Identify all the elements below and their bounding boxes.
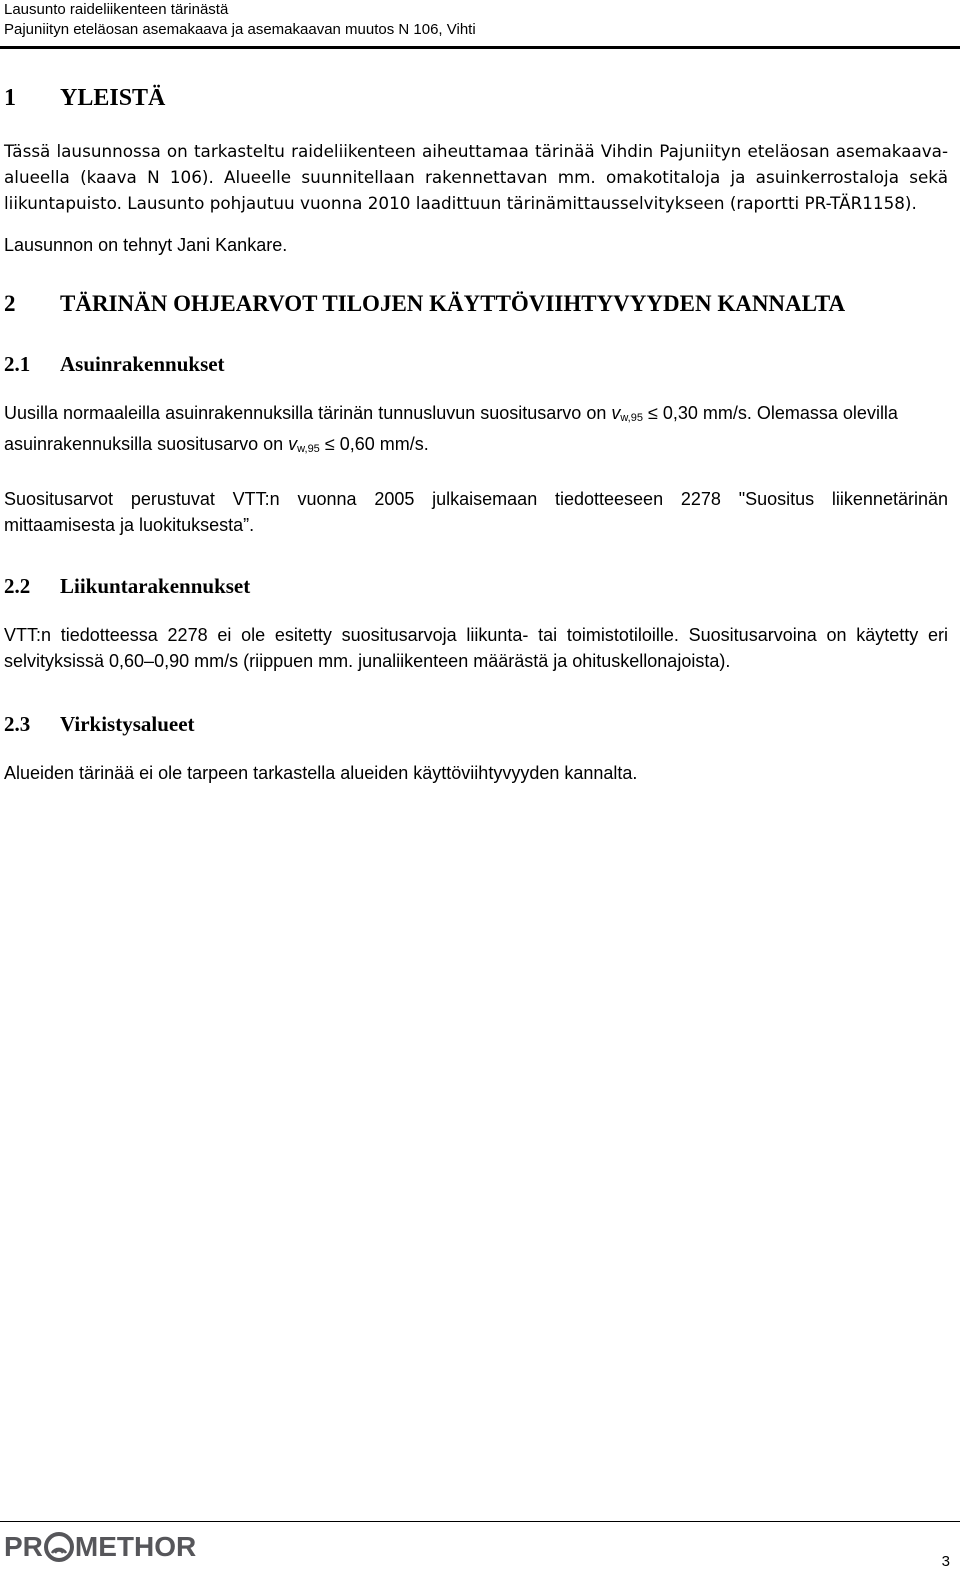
section-number: 1 [4, 85, 16, 111]
text: ≤ 0,30 mm/s. Olemassa olevilla asuinrakennuksilla suositusarvo on [4, 403, 898, 454]
section-1-heading [4, 78, 948, 118]
paragraph: Lausunnon on tehnyt Jani Kankare. [4, 235, 288, 255]
paragraph [4, 400, 948, 462]
text: Uusilla normaaleilla asuinrakennuksilla tärinän tunnusluvun suositusarvo on [4, 403, 612, 423]
paragraph: Tässä lausunnossa on tarkasteltu raideliikenteen aiheuttamaa tärinää Vihdin Pajuniityn eteläosan asemakaava-alueella (kaava N 106). Alueelle suunnitellaan rakennettavan mm. omakotitaloja ja asuinkerrostaloja sekä liikuntapuisto. Lausunto pohjautuu vuonna 2010 laadittuun tärinämittausselvitykseen (raportti PR-TÄR1158). [4, 141, 948, 213]
paragraph: Suositusarvot perustuvat VTT:n vuonna 2005 julkaisemaan tiedotteeseen 2278 "Suositus liikennetärinän mittaamisesta ja luokituksesta”. [4, 489, 948, 535]
section-number: 2.1 [4, 352, 31, 376]
section-2-2-heading [4, 570, 948, 602]
symbol-v: v [611, 403, 621, 423]
section-number: 2.3 [4, 712, 31, 736]
section-2-1-heading [4, 348, 948, 380]
promethor-logo [4, 1531, 196, 1563]
section-number: 2 [4, 291, 16, 316]
section-2-heading [4, 284, 948, 324]
symbol-v: v [288, 434, 298, 454]
section-title: Asuinrakennukset [60, 352, 225, 376]
subscript: w,95 [297, 443, 320, 455]
footer-rule [0, 1521, 960, 1522]
promethor-o-logo-icon [44, 1532, 74, 1562]
section-number: 2.2 [4, 574, 31, 598]
logo-text: METHOR [74, 1531, 197, 1562]
text: ≤ 0,60 mm/s. [319, 434, 429, 454]
section-title: YLEISTÄ [60, 85, 166, 111]
section-title: Virkistysalueet [60, 712, 195, 736]
page-header [4, 0, 476, 40]
paragraph: VTT:n tiedotteessa 2278 ei ole esitetty suositusarvoja liikunta- tai toimistotiloille. Suositusarvoina on käytetty eri selvityksissä 0,60–0,90 mm/s (riippuen mm. junaliikenteen määrästä ja ohituskellonajoista). [4, 625, 948, 671]
header-title: Lausunto raideliikenteen tärinästä [4, 1, 229, 18]
page-number: 3 [941, 1553, 950, 1570]
header-subtitle: Pajuniityn eteläosan asemakaava ja asemakaavan muutos N 106, Vihti [4, 21, 476, 38]
paragraph: Alueiden tärinää ei ole tarpeen tarkastella alueiden käyttöviihtyvyyden kannalta. [4, 763, 638, 783]
section-title: Liikuntarakennukset [60, 574, 251, 598]
logo-text: PR [4, 1531, 43, 1562]
section-title: TÄRINÄN OHJEARVOT TILOJEN KÄYTTÖVIIHTYVYYDEN KANNALTA [60, 291, 846, 316]
subscript: w,95 [620, 412, 643, 424]
section-2-3-heading [4, 708, 948, 740]
document-body [4, 78, 948, 786]
header-rule [0, 46, 960, 49]
